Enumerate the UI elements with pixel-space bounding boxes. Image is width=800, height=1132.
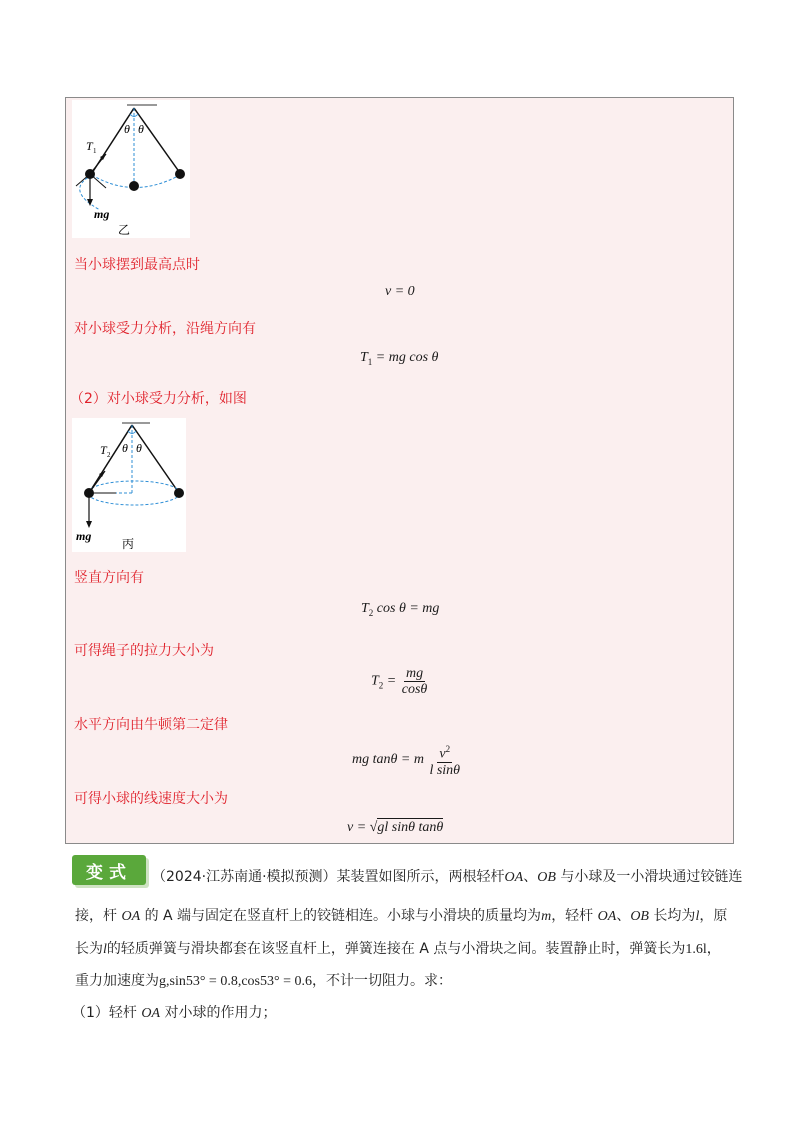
text-line: 可得绳子的拉力大小为 xyxy=(74,643,214,659)
figure-caption: 乙 xyxy=(118,223,131,237)
equation-t1: $T_1$ = mg cos θ xyxy=(360,350,439,367)
question-1: （1）轻杆 OA 对小球的作用力； xyxy=(72,1005,277,1021)
t1-sub: 1 xyxy=(93,147,97,155)
t2-sub: 2 xyxy=(107,451,111,459)
text-line: （2）对小球受力分析，如图 xyxy=(70,391,247,407)
figure-yi xyxy=(72,100,190,238)
text-line: 可得小球的线速度大小为 xyxy=(74,791,228,807)
t2-label: T xyxy=(100,443,107,457)
mg-label: mg xyxy=(94,207,110,221)
problem-line-1: （2024·江苏南通·模拟预测）某装置如图所示，两根轻杆OA、OB 与小球及一小滑块通过铰链连 xyxy=(152,869,743,885)
conical-pendulum-diagram xyxy=(72,418,186,552)
t1-label: T xyxy=(86,139,93,153)
figure-caption: 丙 xyxy=(122,537,135,551)
equation-t2-fraction: $T_2$ = $\frac{mg}{\cos\theta}$ xyxy=(371,666,428,697)
text-line: 水平方向由牛顿第二定律 xyxy=(74,717,228,733)
problem-line-4: 重力加速度为g,sin53° = 0.8,cos53° = 0.6，不计一切阻力。求： xyxy=(75,973,452,989)
theta-left: θ xyxy=(122,441,128,455)
equation-velocity: v = √gl sinθ tanθ xyxy=(347,820,444,835)
equation-horizontal: mg tanθ = m $\frac{v^2}{\text{l sinθ}}$ xyxy=(352,744,461,778)
text-line: 当小球摆到最高点时 xyxy=(74,257,200,273)
mg-label: mg xyxy=(76,529,92,543)
text-line: 对小球受力分析，沿绳方向有 xyxy=(74,321,256,337)
theta-right: θ xyxy=(136,441,142,455)
equation-vertical: $T_2$ cos θ = mg xyxy=(361,601,440,618)
theta-right: θ xyxy=(138,122,144,136)
figure-bing xyxy=(72,418,186,552)
problem-line-2: 接，杆 OA 的 A 端与固定在竖直杆上的铰链相连。小球与小滑块的质量均为m，轻杆 OA、OB 长均为l，原 xyxy=(75,908,728,924)
equation-v-zero: v = 0 xyxy=(385,284,415,299)
variant-badge: 变式 xyxy=(72,855,146,885)
text-line: 竖直方向有 xyxy=(74,570,144,586)
theta-left: θ xyxy=(124,122,130,136)
problem-line-3: 长为l的轻质弹簧与滑块都套在该竖直杆上，弹簧连接在 A 点与小滑块之间。装置静止时，弹簧长为1.6l， xyxy=(75,941,721,957)
pendulum-diagram-yi xyxy=(72,100,190,238)
